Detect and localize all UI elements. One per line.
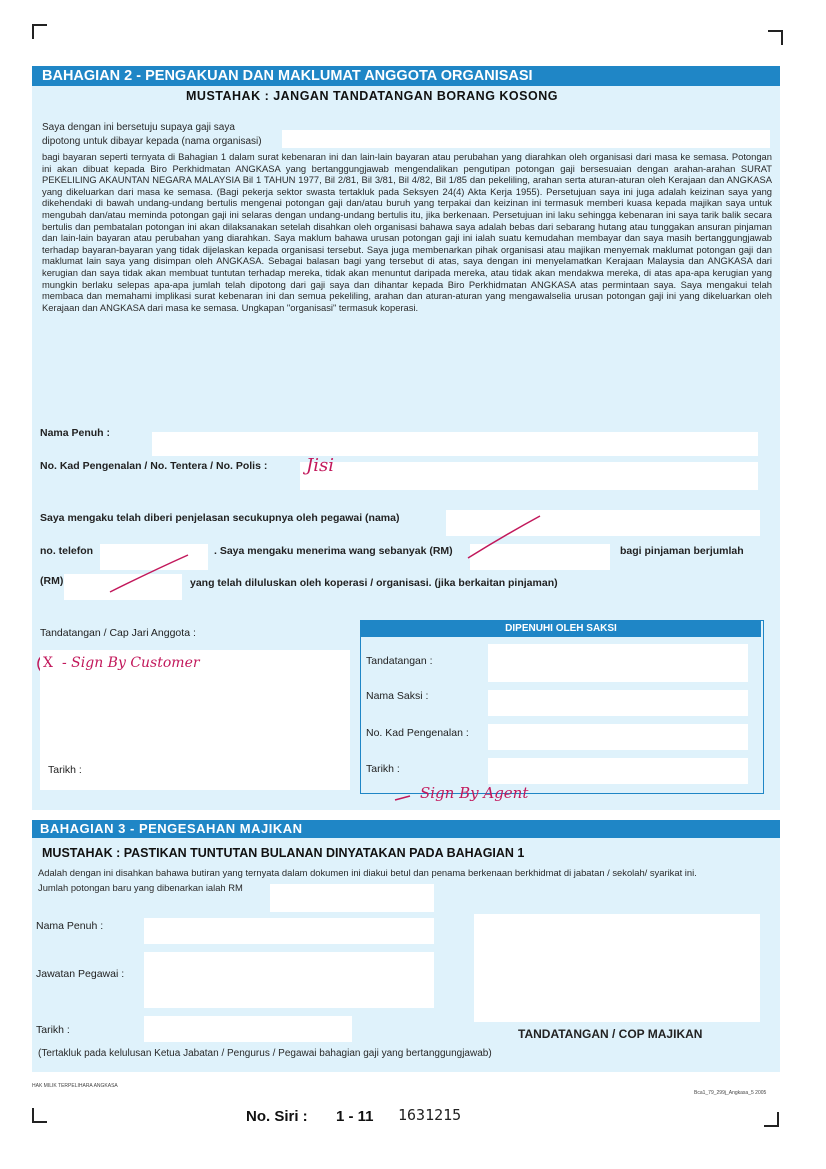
- s3-position-label: Jawatan Pegawai :: [36, 968, 125, 980]
- tarikh-label: Tarikh :: [48, 764, 82, 776]
- section2-warning: MUSTAHAK : JANGAN TANDATANGAN BORANG KOSONG: [186, 89, 558, 103]
- signature-label: Tandatangan / Cap Jari Anggota :: [40, 627, 196, 639]
- deduction-label: Jumlah potongan baru yang dibenarkan ialah RM: [38, 882, 243, 893]
- witness-ic-label: No. Kad Pengenalan :: [366, 727, 469, 739]
- consent-paragraph: bagi bayaran seperti ternyata di Bahagian 1 dalam surat kebenaran ini dan lain-lain bayaran atau perubahan yang diarahkan oleh organisasi dari masa ke semasa. Potongan ini akan dibuat kepada Biro Perkhidmatan ANGKASA yang bertanggungjawab mengendalikan pengutipan potongan gaji bersesuaian dengan arahan-arahan SURAT PEKELILING AKAUNTAN NEGARA MALAYSIA Bil 1 TAHUN 1977, Bil 2/81, Bil 3/81, Bil 4/82, Bil 1/85 dan pekeliling, arahan serta aturan-aturan oleh Kerajaan dan ANGKASA yang dikeluarkan dari masa ke semasa. (Bagi pekerja sektor swasta tertakluk pada Seksyen 24(4) Akta Kerja 1955). Persetujuan saya ini juga adalah keizinan saya yang dikehendaki di bawah undang-undang bertulis mengenai potongan gaji dan/atau buruh yang terpakai dan keizinan ini termasuk memberi kuasa kepada majikan saya untuk mengubah dan/atau meminda potongan gaji ini selaras dengan undang-undang bertulis itu, jika berkenaan. Persetujuan ini laku sehingga kebenaran ini saya tarik balik secara bertulis dan pembatalan potongan ini akan dilaksanakan setelah disahkan oleh organisasi bahawa saya adalah bebas dari sebarang hutang atau tunggakan ansuran pinjaman dan lain-lain bayaran atau perubahan yang diarahkan. Saya maklum bahawa urusan potongan gaji ini ialah suatu kemudahan membayar dan saya masih bertanggungjawab terhadap bayaran-bayaran yang tidak dijelaskan kepada organisasi tersebut. Saya juga membenarkan pihak organisasi atau majikan menyemak maklumat potongan gaji dan maklumat lain saya yang disimpan oleh ANGKASA. Sebagai balasan bagi yang tersebut di atas, saya dengan ini menyelamatkan Kerajaan Malaysia dan ANGKASA dari kerugian dan saya tidak akan membuat tuntutan terhadap mereka, tidak akan menuntut daripada mereka, atau tidak akan mendakwa mereka, di atas apa-apa kerugian yang mungkin berlaku selepas apa-apa jumlah telah dipotong dari gaji saya dan dihantar kepada Biro Perkhidmatan ANGKASA atas permintaan saya. Saya mengakui telah membaca dan memahami implikasi surat kebenaran ini dan semua pekeliling, arahan dan aturan-aturan yang mengawalselia urusan potongan gaji ini yang dikeluarkan oleh Kerajaan dan ANGKASA dari masa ke semasa. Ungkapan "organisasi" termasuk koperasi.: [42, 151, 772, 313]
- intro-line-2: dipotong untuk dibayar kepada (nama organisasi): [42, 136, 262, 147]
- s3-date-field[interactable]: [144, 1016, 352, 1042]
- copyright-text: HAK MILIK TERPELIHARA ANGKASA: [32, 1083, 118, 1089]
- loan-label: bagi pinjaman berjumlah: [620, 545, 744, 557]
- section3-header-title: BAHAGIAN 3 - PENGESAHAN MAJIKAN: [40, 821, 303, 836]
- serial-number: 1631215: [398, 1106, 462, 1124]
- section3-warning: MUSTAHAK : PASTIKAN TUNTUTAN BULANAN DINYATAKAN PADA BAHAGIAN 1: [42, 846, 525, 860]
- signature-mark: X: [43, 655, 53, 671]
- section2-header-title: BAHAGIAN 2 - PENGAKUAN DAN MAKLUMAT ANGGOTA ORGANISASI: [42, 68, 533, 84]
- agent-note: Sign By Agent: [420, 784, 529, 802]
- serial-label: No. Siri :: [246, 1108, 308, 1125]
- phone-label: no. telefon: [40, 545, 94, 557]
- section3-declaration: Adalah dengan ini disahkan bahawa butiran yang ternyata dalam dokumen ini diakui betul dan penama berkenaan berkhidmat di jabatan / sekolah/ syarikat ini.: [38, 867, 697, 878]
- witness-name-field[interactable]: [488, 690, 748, 716]
- employer-stamp-label: TANDATANGAN / COP MAJIKAN: [518, 1027, 703, 1041]
- witness-date-label: Tarikh :: [366, 763, 400, 775]
- section3-footnote: (Tertakluk pada kelulusan Ketua Jabatan / Pengurus / Pegawai bahagian gaji yang bertanggungjawab): [38, 1048, 492, 1059]
- s3-position-field[interactable]: [144, 952, 434, 1008]
- pen-stroke-loan: [110, 555, 188, 592]
- s3-date-label: Tarikh :: [36, 1024, 70, 1036]
- s3-name-field[interactable]: [144, 918, 434, 944]
- signature-area[interactable]: [40, 650, 350, 790]
- pen-stroke-agent: [395, 796, 410, 800]
- deduction-amount-field[interactable]: [270, 884, 434, 912]
- intro-line-1: Saya dengan ini bersetuju supaya gaji saya: [42, 122, 235, 133]
- pen-stroke-amount: [468, 516, 540, 558]
- serial-prefix: 1 - 11: [336, 1108, 374, 1125]
- employer-stamp-area[interactable]: [474, 914, 760, 1022]
- s3-name-label: Nama Penuh :: [36, 920, 104, 932]
- form-code: Bca1_79_299j_Angkasa_5 2005: [694, 1090, 767, 1096]
- witness-sign-label: Tandatangan :: [366, 655, 433, 667]
- witness-name-label: Nama Saksi :: [366, 690, 429, 702]
- witness-date-field[interactable]: [488, 758, 748, 784]
- rm-label: (RM): [40, 575, 64, 587]
- approved-label: yang telah diluluskan oleh koperasi / organisasi. (jika berkaitan pinjaman): [190, 577, 558, 589]
- signature-note: - Sign By Customer: [62, 655, 200, 671]
- witness-sign-field[interactable]: [488, 644, 748, 682]
- received-label: . Saya mengaku menerima wang sebanyak (RM): [214, 545, 453, 557]
- explain-label: Saya mengaku telah diberi penjelasan secukupnya oleh pegawai (nama): [40, 512, 400, 524]
- ic-label: No. Kad Pengenalan / No. Tentera / No. Polis :: [40, 460, 268, 472]
- witness-header-title: DIPENUHI OLEH SAKSI: [505, 623, 617, 634]
- witness-ic-field[interactable]: [488, 724, 748, 750]
- nama-penuh-label: Nama Penuh :: [40, 427, 111, 439]
- ic-handwritten-note: Jisi: [306, 455, 334, 476]
